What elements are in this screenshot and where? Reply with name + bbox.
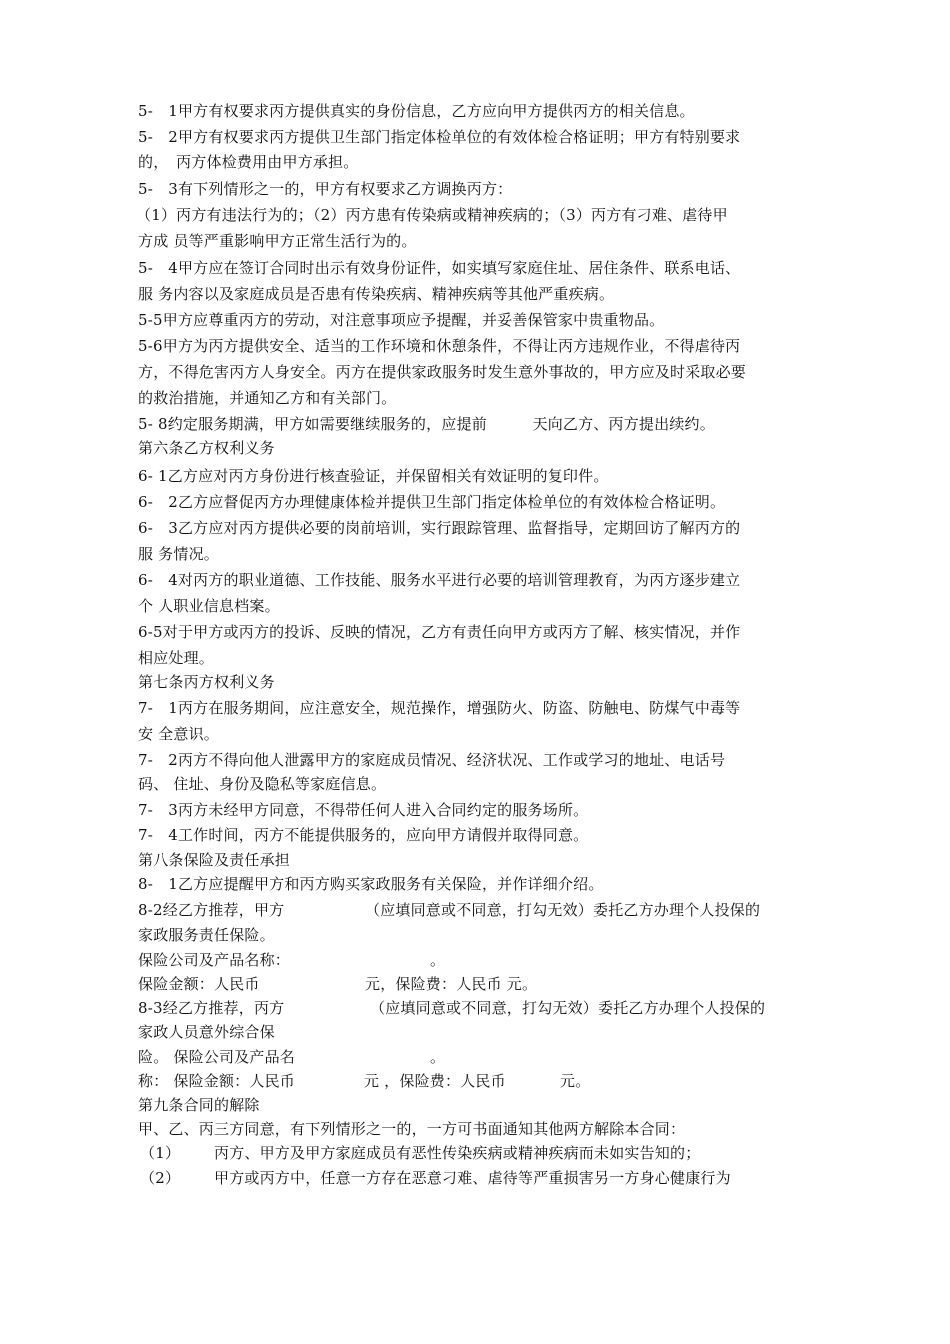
heading-article-7: 第七条丙方权利义务 bbox=[138, 673, 275, 691]
clause-5-6: 5-6甲方为丙方提供安全、适当的工作环境和休憩条件，不得让丙方违规作业，不得虐待丙 bbox=[138, 337, 741, 355]
insurer-name-label-2: 险。 保险公司及产品名 bbox=[138, 1048, 295, 1066]
clause-5-3: 5- 3有下列情形之一的，甲方有权要求乙方调换丙方： bbox=[138, 180, 513, 198]
clause-5-4: 5- 4甲方应在签订合同时出示有效身份证件，如实填写家庭住址、居住条件、联系电话、 bbox=[138, 259, 741, 277]
clause-6-4-cont: 个 人职业信息档案。 bbox=[138, 597, 280, 615]
clause-7-4: 7- 4工作时间，丙方不能提供服务的，应向甲方请假并取得同意。 bbox=[138, 826, 589, 844]
clause-6-5: 6-5对于甲方或丙方的投诉、反映的情况，乙方有责任向甲方或丙方了解、核实情况，并作 bbox=[138, 623, 741, 641]
clause-5-1: 5- 1甲方有权要求丙方提供真实的身份信息，乙方应向甲方提供丙方的相关信息。 bbox=[138, 102, 695, 120]
clause-5-6-cont1: 方，不得危害丙方人身安全。丙方在提供家政服务时发生意外事故的，甲方应及时采取必要 bbox=[138, 363, 747, 381]
clause-5-8: 5- 8约定服务期满，甲方如需要继续服务的，应提前 天向乙方、丙方提出续约。 bbox=[138, 415, 715, 433]
clause-7-1: 7- 1丙方在服务期间，应注意安全，规范操作，增强防火、防盗、防触电、防煤气中毒等 bbox=[138, 699, 741, 717]
clause-6-1: 6- 1乙方应对丙方身份进行核查验证，并保留相关有效证明的复印件。 bbox=[138, 467, 609, 485]
clause-8-2-cont: 家政服务责任保险。 bbox=[138, 926, 275, 944]
insurer-name-label: 保险公司及产品名称： bbox=[138, 951, 291, 969]
clause-8-3-cont: 家政人员意外综合保 bbox=[138, 1023, 275, 1041]
clause-5-5: 5-5甲方应尊重丙方的劳动，对注意事项应予提醒，并妥善保管家中贵重物品。 bbox=[138, 311, 665, 329]
premium-end-2: 元。 bbox=[560, 1072, 591, 1090]
clause-9-item-2-number: （2） bbox=[140, 1169, 181, 1187]
clause-9-item-1-number: （1） bbox=[140, 1144, 181, 1162]
clause-8-1: 8- 1乙方应提醒甲方和丙方购买家政服务有关保险，并作详细介绍。 bbox=[138, 875, 604, 893]
clause-7-1-cont: 安 全意识。 bbox=[138, 725, 219, 743]
clause-8-2-start: 8-2经乙方推荐，甲方 bbox=[138, 901, 285, 919]
clause-5-2-cont: 的， 丙方体检费用由甲方承担。 bbox=[138, 153, 359, 171]
clause-8-3-end: （应填同意或不同意，打勾无效）委托乙方办理个人投保的 bbox=[370, 999, 766, 1017]
clause-5-4-cont: 服 务内容以及家庭成员是否患有传染疾病、精神疾病等其他严重疾病。 bbox=[138, 285, 615, 303]
heading-article-8: 第八条保险及责任承担 bbox=[138, 851, 291, 869]
clause-7-3: 7- 3丙方未经甲方同意，不得带任何人进入合同约定的服务场所。 bbox=[138, 801, 589, 819]
clause-9-item-2-text: 甲方或丙方中，任意一方存在恶意刁难、虐待等严重损害另一方身心健康行为 bbox=[214, 1169, 731, 1187]
clause-7-2-cont: 码、 住址、身份及隐私等家庭信息。 bbox=[138, 775, 387, 793]
heading-article-6: 第六条乙方权利义务 bbox=[138, 439, 275, 457]
heading-article-9: 第九条合同的解除 bbox=[138, 1096, 260, 1114]
clause-7-2: 7- 2丙方不得向他人泄露甲方的家庭成员情况、经济状况、工作或学习的地址、电话号 bbox=[138, 751, 726, 769]
clause-8-3-start: 8-3经乙方推荐，丙方 bbox=[138, 999, 285, 1017]
insurer-name-period: 。 bbox=[430, 951, 446, 969]
insurer-name-period-2: 。 bbox=[430, 1048, 446, 1066]
insured-amount-label-2: 称： 保险金额：人民币 bbox=[138, 1072, 295, 1090]
clause-9-item-1-text: 丙方、甲方及甲方家庭成员有恶性传染疾病或精神疾病而未如实告知的； bbox=[214, 1144, 701, 1162]
insured-amount-label: 保险金额：人民币 bbox=[138, 975, 260, 993]
clause-5-3-items: （1）丙方有违法行为的；（2）丙方患有传染病或精神疾病的；（3）丙方有刁难、虐待甲 bbox=[136, 206, 728, 224]
clause-6-3: 6- 3乙方应对丙方提供必要的岗前培训，实行跟踪管理、监督指导，定期回访了解丙方的 bbox=[138, 519, 741, 537]
clause-6-4: 6- 4对丙方的职业道德、工作技能、服务水平进行必要的培训管理教育，为丙方逐步建立 bbox=[138, 571, 741, 589]
premium-label-2: 元 ，保险费：人民币 bbox=[364, 1072, 506, 1090]
clause-5-3-cont: 方成 员等严重影响甲方正常生活行为的。 bbox=[138, 232, 417, 250]
clause-6-3-cont: 服 务情况。 bbox=[138, 545, 219, 563]
clause-8-2-end: （应填同意或不同意，打勾无效）委托乙方办理个人投保的 bbox=[365, 901, 761, 919]
clause-5-6-cont2: 的救治措施，并通知乙方和有关部门。 bbox=[138, 389, 397, 407]
clause-9-intro: 甲、乙、丙三方同意，有下列情形之一的，一方可书面通知其他两方解除本合同： bbox=[138, 1120, 686, 1138]
clause-6-2: 6- 2乙方应督促丙方办理健康体检并提供卫生部门指定体检单位的有效体检合格证明。 bbox=[138, 493, 726, 511]
clause-6-5-cont: 相应处理。 bbox=[138, 649, 215, 667]
clause-5-2: 5- 2甲方有权要求丙方提供卫生部门指定体检单位的有效体检合格证明；甲方有特别要求 bbox=[138, 128, 741, 146]
premium-label: 元，保险费：人民币 元。 bbox=[365, 975, 538, 993]
